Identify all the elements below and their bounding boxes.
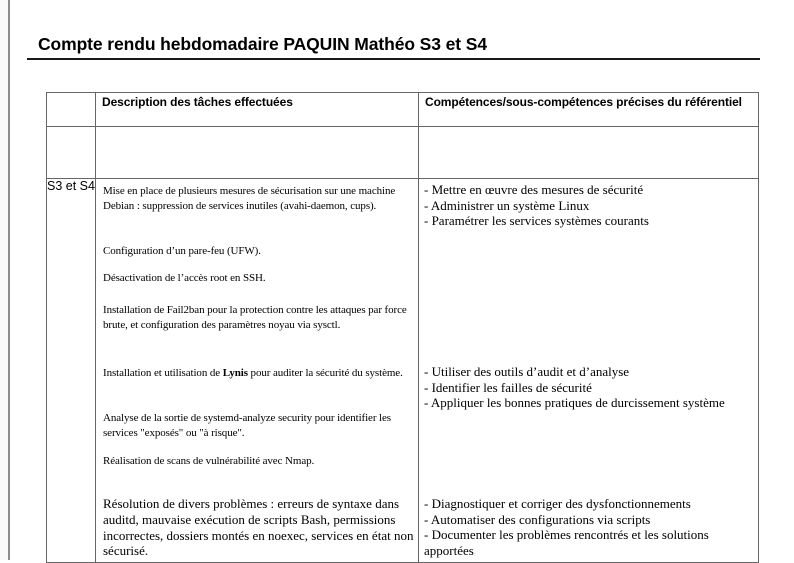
empty-cell bbox=[47, 127, 96, 179]
table-empty-row bbox=[47, 127, 759, 179]
page-left-edge-line bbox=[8, 0, 10, 560]
table-content-row bbox=[47, 179, 759, 563]
task-text-pre: Installation et utilisation de bbox=[103, 367, 223, 379]
competence-item: - Utiliser des outils d’audit et d’analyse bbox=[424, 364, 630, 379]
competence-block-diagnostic bbox=[424, 496, 748, 558]
task-paragraph-securisation: Mise en place de plusieurs mesures de sécurisation sur une machine Debian : suppression de services inutiles (avahi-daemon, cups). bbox=[103, 185, 396, 212]
empty-cell bbox=[96, 127, 419, 179]
task-paragraph-nmap: Réalisation de scans de vulnérabilité avec Nmap. bbox=[103, 455, 315, 467]
task-paragraph-fail2ban: Installation de Fail2ban pour la protection contre les attaques par force brute, et configuration des paramètres noyau via sysctl. bbox=[103, 304, 407, 331]
competences-cell bbox=[419, 179, 759, 563]
page-title: Compte rendu hebdomadaire PAQUIN Mathéo S3 et S4 bbox=[38, 34, 487, 54]
competence-item: - Documenter les problèmes rencontrés et les solutions apportées bbox=[424, 527, 709, 558]
task-text-post: pour auditer la sécurité du système. bbox=[247, 367, 403, 379]
header-cell-empty bbox=[47, 93, 96, 127]
report-table bbox=[46, 92, 759, 563]
competence-item: - Mettre en œuvre des mesures de sécurité bbox=[424, 182, 644, 197]
task-paragraph-systemd-analyze: Analyse de la sortie de systemd-analyze security pour identifier les services "exposés" ou "à risque". bbox=[103, 412, 391, 439]
competence-item: - Administrer un système Linux bbox=[424, 197, 590, 213]
task-paragraph-lynis bbox=[103, 366, 416, 381]
tasks-cell bbox=[96, 179, 419, 563]
competence-item: - Identifier les failles de sécurité bbox=[424, 379, 592, 395]
task-paragraph-ssh: Désactivation de l’accès root en SSH. bbox=[103, 272, 266, 284]
competence-block-securite bbox=[424, 182, 748, 229]
page-margin-strip bbox=[0, 0, 8, 560]
competence-item: - Appliquer les bonnes pratiques de durcissement système bbox=[424, 395, 725, 410]
task-paragraph-resolution: Résolution de divers problèmes : erreurs de syntaxe dans auditd, mauvaise exécution de scripts Bash, permissions incorrectes, dossiers montés en noexec, services en état non sécurisé. bbox=[103, 496, 414, 559]
competence-item: - Paramétrer les services systèmes courants bbox=[424, 213, 649, 228]
competence-item: - Automatiser des configurations via scripts bbox=[424, 511, 651, 527]
empty-cell bbox=[419, 127, 759, 179]
competence-item: - Diagnostiquer et corriger des dysfonctionnements bbox=[424, 496, 691, 511]
title-block bbox=[27, 34, 760, 60]
task-text-bold-lynis: Lynis bbox=[222, 367, 248, 379]
row-label-s3-s4: S3 et S4 bbox=[47, 179, 96, 563]
col-header-description: Description des tâches effectuées bbox=[96, 93, 419, 127]
competence-block-audit bbox=[424, 364, 748, 411]
table-header-row bbox=[47, 93, 759, 127]
col-header-competences: Compétences/sous-compétences précises du référentiel bbox=[419, 93, 759, 127]
task-paragraph-parefeu: Configuration d’un pare-feu (UFW). bbox=[103, 245, 261, 257]
